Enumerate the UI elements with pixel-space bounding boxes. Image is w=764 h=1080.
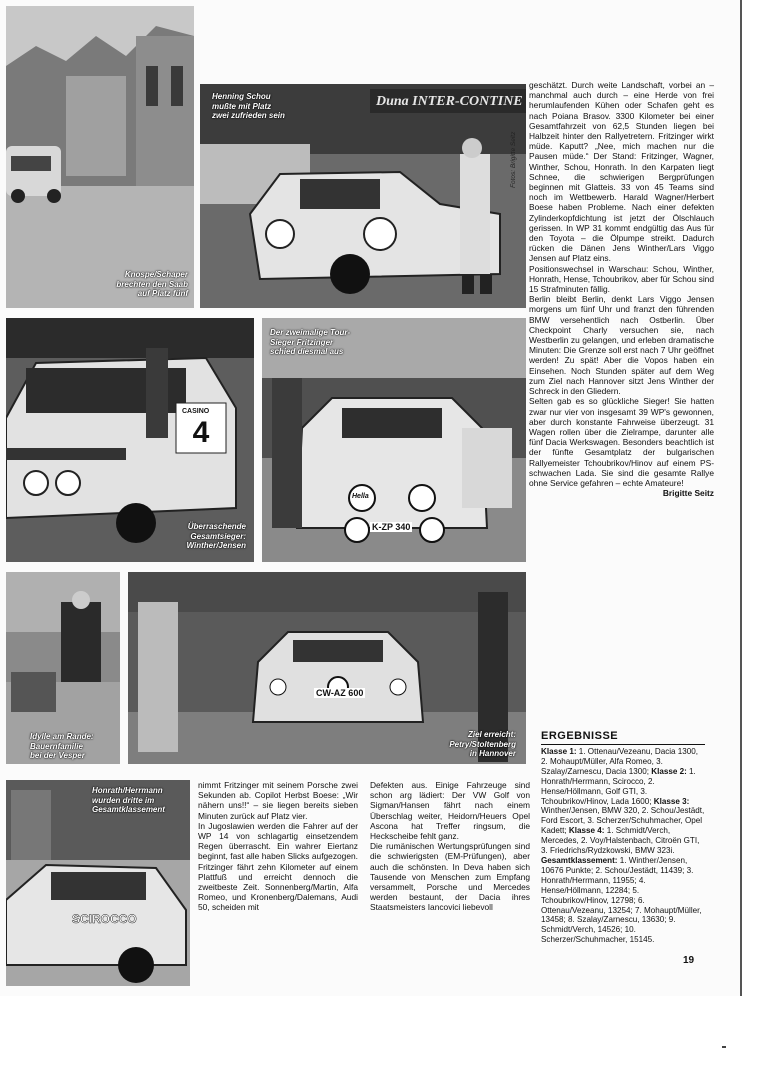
paragraph: In Jugoslawien werden die Fahrer auf der WP 14 von schlagartig einsetzendem Regen überrascht. Ein wahrer Eiertanz beginnt, fast alle haben Slicks aufgezogen. Fritzinger fährt zehn Kilometer auf einem Plattfuß und erreicht dennoch die zweitbeste Zeit. Sonnenberg/Martin, Alfa Romeo, und Kronenberg/Dalemans, Audi 50, scheiden mit bbox=[198, 820, 358, 913]
caption-fritzinger: Der zweimalige Tour- Sieger Fritzinger schied diesmal aus bbox=[270, 328, 351, 356]
page-number: 19 bbox=[683, 955, 695, 966]
paragraph: geschätzt. Durch weite Landschaft, vorbei an – manchmal auch durch – eine Herde von frei herumlaufenden Kühen oder Schafen geht es nach Poiana Brasov. 3300 Kilometer bei einer Gesamtfahrzeit von 62,5 Stunden liegen bei Halbzeit hinter den Rallyetretern. Fritzinger wirkt müde. Kaputt? „Nee, mich machen nur die Pausen müde.“ Der Stand: Fritzinger, Wagner, Winther, Schou, Honrath. In den Karpaten liegt Schnee, die schwierigen Bergprüfungen beginnen mit Glatteis. 33 von 45 Teams sind noch im Wettbewerb. Harald Wagner/Herbert Boese haben Probleme. Nach einer defekten Zylinderkopfdichtung ist jetzt der Ölschlauch gerissen. In WP 31 kommt endgültig das Aus für den Toyota – die Ölpumpe streikt. Dadurch rücken die Dänen Jens Winther/Lars Viggo Jensen auf Platz eins. bbox=[529, 80, 714, 264]
photo-winther-car bbox=[6, 318, 254, 562]
paragraph: Die rumänischen Wertungsprüfungen sind die schwierigsten (EM-Prüfungen), aber auch die schönsten. In Deva haben sich Tausende von Menschen zum Empfang versammelt, Porsche und Mercedes werden bestaunt, der Dacia ihres Staatsmeisters Iancovici liebevoll bbox=[370, 841, 530, 913]
caption-idylle: Idylle am Rande: Bauernfamilie bei der Vesper bbox=[30, 732, 94, 760]
results-k2-label: Klasse 2: bbox=[651, 766, 687, 776]
results-list bbox=[541, 747, 705, 945]
caption-honrath: Honrath/Herrmann wurden dritte im Gesamtklassement bbox=[92, 786, 165, 814]
results-gk-label: Gesamtklassement: bbox=[541, 855, 618, 865]
photo-village-street bbox=[6, 6, 194, 308]
author-signature: Brigitte Seitz bbox=[662, 488, 714, 499]
paragraph: Selten gab es so glückliche Sieger! Sie hatten zwar nur vier von insgesamt 39 WP's gewonnen, aber durch konstante Fahrweise überzeugt. 31 Wagen rollen über die Zielrampe, darunter alle fünf Dacia Werkswagen. Besonders beachtlich ist der fünfte Gesamtplatz der bulgarischen Rallyemeister Tchoubrikov/Hinov auf einem PS-schwachen Lada. Sie sind die gesamte Rallye ohne Service gefahren – echte Amateure! bbox=[529, 396, 714, 488]
paragraph: Defekten aus. Einige Fahrzeuge sind schon arg lädiert: Der VW Golf von Sigman/Hansen fährt nach einem Überschlag weiter, Heidorn/Heuers Opel Ascona hat Treffer ringsum, die Heckscheibe fehlt ganz. bbox=[370, 780, 530, 842]
caption-schou: Henning Schou mußte mit Platz zwei zufrieden sein bbox=[212, 92, 285, 120]
caption-winther: Überraschende Gesamtsieger: Winther/Jensen bbox=[186, 522, 246, 550]
scirocco-sign: SCIROCCO bbox=[72, 912, 137, 926]
article-bottom-column-2 bbox=[370, 780, 530, 913]
results-rule bbox=[541, 744, 705, 745]
results-k1-label: Klasse 1: bbox=[541, 747, 577, 756]
casino-sign: CASINO bbox=[182, 408, 210, 415]
caption-knospe: Knospe/Schaper brechten den Saab auf Platz fünf bbox=[116, 270, 188, 298]
results-gk: 1. Winther/Jensen, 10676 Punkte; 2. Schou/Jestädt, 11439; 3. Honrath/Herrmann, 11955; 4. Hense/Höllmann, 12284; 5. Tchoubrikov/Hinov, 12798; 6. Ottenau/Vezeanu, 13254; 7. Mohaupt/Müller, 13458; 8. Szalay/Zarnescu, 13630; 9. Schmidt/Verch, 14526; 10. Scherzer/Schuhmacher, 15145. bbox=[541, 855, 702, 945]
results-k4: 1. Schmidt/Verch, Mercedes, 2. Voy/Halstenbach, Citroën GTI, 3. Friedrichs/Rydzkowski, BMW 323i. bbox=[541, 826, 700, 856]
results-k4-label: Klasse 4: bbox=[568, 826, 605, 836]
photo-farm-family bbox=[6, 572, 120, 764]
results-k2: 1. Honrath/Herrmann, Scirocco, 2. Hense/Höllmann, Golf GTI, 3. Tchoubrikov/Hinov, Lada 1600; bbox=[541, 766, 696, 806]
svg-text:4: 4 bbox=[192, 416, 210, 449]
photo-honrath-car bbox=[6, 780, 190, 986]
village-street-scene bbox=[6, 6, 194, 308]
results-k1: 1. Ottenau/Vezeanu, Dacia 1300, 2. Mohaupt/Müller, Alfa Romeo, 3. Szalay/Zarnescu, Dacia 1300; bbox=[541, 747, 699, 776]
photo-schou-car bbox=[200, 84, 526, 308]
paragraph: Berlin bleibt Berlin, denkt Lars Viggo Jensen morgens um fünf Uhr und franzt den führenden BMW versehentlich nach Ostberlin. Über Checkpoint Charly versuchen sie, nach Westberlin zu gelangen, und erleben dramatische Minuten: Die Grenze soll erst nach 7 Uhr geöffnet werden! Zu spät! Aber die Vopos haben ein Einsehen. Noch Stunden später auf dem Weg zum Ziel nach Hannover sitzt Jens Winther der Schreck in den Gliedern. bbox=[529, 294, 714, 397]
article-right-column bbox=[529, 80, 714, 498]
caption-ziel: Ziel erreicht: Petry/Stoltenberg in Hannover bbox=[449, 730, 516, 758]
photo-fritzinger-car bbox=[262, 318, 526, 562]
results-k3: Winther/Jensen, BMW 320, 2. Schou/Jestädt, Ford Escort, 3. Scherzer/Schuhmacher, Opel Kadett; bbox=[541, 806, 705, 836]
scan-mark bbox=[722, 1046, 726, 1048]
paragraph: nimmt Fritzinger mit seinem Porsche zwei Sekunden ab. Copilot Herbst Boese: „Wir nähern uns!!“ – sie liegen bereits sieben Minuten zurück auf Platz vier. bbox=[198, 780, 358, 821]
plate-fritzinger: K-ZP 340 bbox=[372, 522, 411, 532]
storefront-sign: Duna INTER-CONTINE bbox=[376, 94, 523, 109]
results-title: ERGEBNISSE bbox=[541, 730, 619, 742]
photo-credit: Fotos: Brigitte Seitz bbox=[510, 131, 517, 188]
plate-ziel: CW-AZ 600 bbox=[316, 688, 364, 698]
article-bottom-column-1 bbox=[198, 780, 358, 913]
photo-finish-hannover bbox=[128, 572, 526, 764]
hella-sign: Hella bbox=[352, 493, 369, 500]
results-k3-label: Klasse 3: bbox=[653, 796, 690, 806]
paragraph: Positionswechsel in Warschau: Schou, Winther, Honrath, Hense, Tchoubrikov, aber für Schou sind 15 Strafminuten fällig. bbox=[529, 263, 714, 295]
